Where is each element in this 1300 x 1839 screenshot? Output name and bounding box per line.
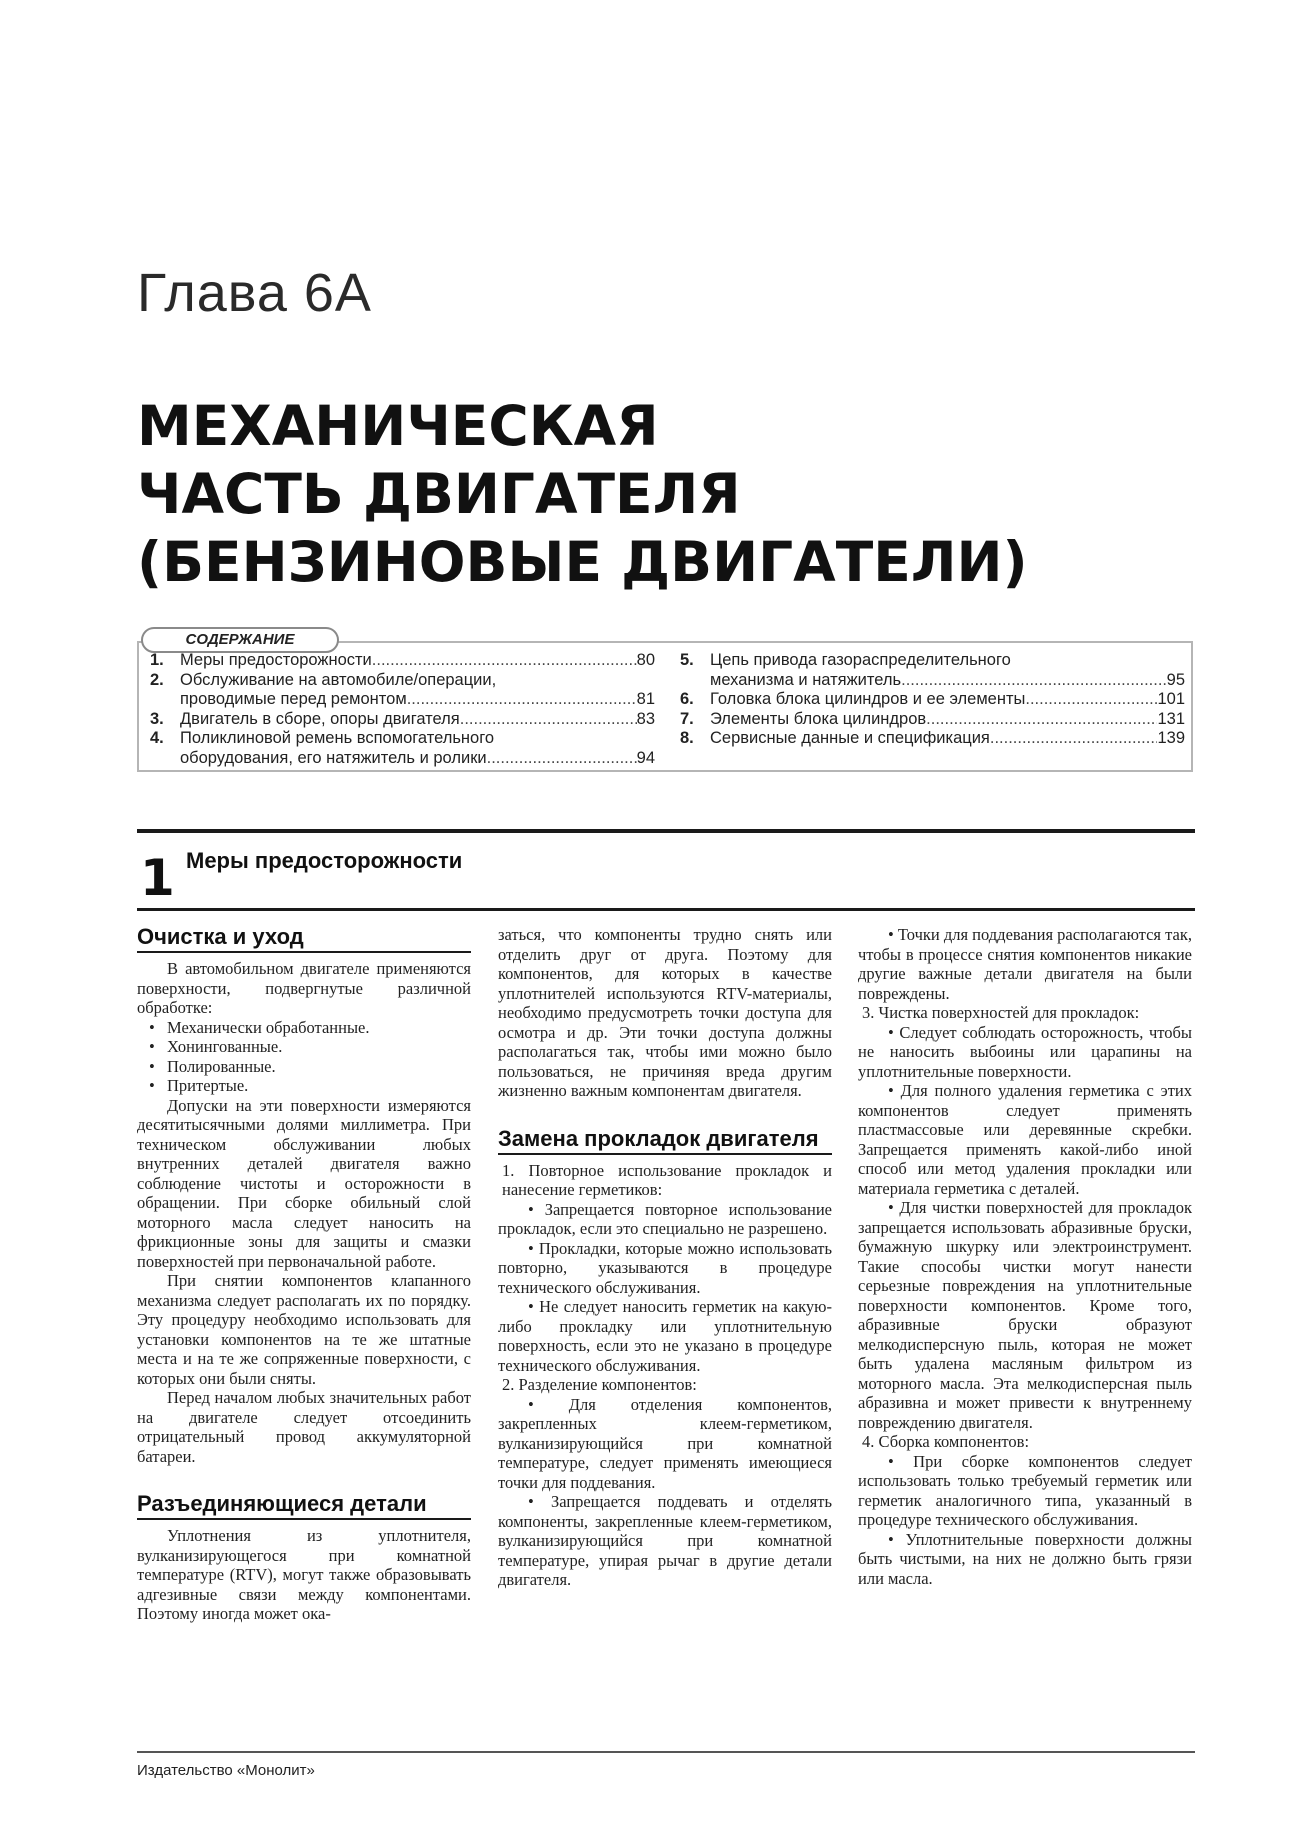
toc-item-title: Элементы блока цилиндров: [710, 709, 927, 728]
bullet-item: • При сборке компонентов следует использовать только требуемый герметик или герметик аналогичного типа, указанный в процедуре технического обслуживания.: [858, 1451, 1192, 1529]
toc-item-page: 139: [1157, 729, 1185, 747]
toc-item-page: 95: [1166, 670, 1185, 689]
toc-item-title: Меры предосторожности: [180, 651, 372, 669]
toc-item-title: Поликлиновой ремень вспомогательного: [180, 729, 495, 747]
paragraph: Допуски на эти поверхности измеряются десятитысячными долями миллиметра. При техническом обслуживании любых внутренних деталей двигателя важно соблюдение чистоты и осторожности в обращении. При сборке обильный слой моторного масла следует наносить на фрикционные зоны для защиты и смазки поверхностей при первоначальной работе.: [137, 1095, 471, 1271]
toc-item-number: 6.: [680, 690, 694, 708]
bullet-item: • Не следует наносить герметик на какую-либо прокладку или уплотнительную поверхность, если это не указано в процедуре технического обслуживания.: [498, 1297, 832, 1375]
toc-item-number: 1.: [150, 651, 164, 669]
toc-item-title: Цепь привода газораспределительного: [710, 651, 1011, 669]
paragraph: заться, что компоненты трудно снять или отделить друг от друга. Поэтому для компонентов, для которых в качестве уплотнителей используются RTV-материалы, необходимо предусмотреть точки доступа для осмотра и др. Эти точки доступа должны располагаться так, чтобы ими можно было пользоваться, не причиняя вреда другим жизненно важным компонентам двигателя.: [498, 925, 832, 1100]
bullet-item: • Точки для поддевания располагаются так, чтобы в процессе снятия компонентов никакие другие важные детали двигателя на были повреждены.: [858, 925, 1193, 1003]
title-line: МЕХАНИЧЕСКАЯ: [137, 394, 659, 458]
toc-item-page: 83: [636, 709, 655, 728]
toc-item[interactable]: [680, 690, 1185, 710]
toc-item[interactable]: [680, 729, 1185, 749]
numbered-item: 4. Сборка компонентов:: [862, 1432, 1030, 1451]
toc-item-page: 81: [636, 690, 655, 708]
bullet-item: • Для чистки поверхностей для прокладок запрещается использовать абразивные бруски, бумажную шкурку или электроинструмент. Такие способы чистки могут нанести серьезные повреждения на уплотнительные поверхности компонентов. Кроме того, абразивные бруски образуют мелкодисперсную пыль, которая не может быть удалена масляным фильтром из моторного масла. Эта мелкодисперсная пыль абразивна и может привести к внутреннему повреждению двигателя.: [858, 1198, 1192, 1432]
bullet-item: • Полированные.: [137, 1057, 471, 1077]
toc-item-page: 131: [1157, 709, 1185, 728]
toc-item[interactable]: [680, 710, 1185, 730]
title-line: ЧАСТЬ ДВИГАТЕЛЯ: [137, 462, 741, 526]
toc-item-title-cont: проводимые перед ремонтом: [180, 690, 407, 708]
toc-item-number: 3.: [150, 709, 164, 728]
section-rule-top: [137, 829, 1195, 833]
toc-item-page: 80: [636, 651, 655, 669]
toc-item-number: 2.: [150, 670, 164, 689]
toc-item-page: 101: [1157, 690, 1185, 708]
text-column-2: [498, 925, 832, 1590]
numbered-item: 2. Разделение компонентов:: [502, 1375, 697, 1394]
toc-item[interactable]: [680, 651, 1185, 690]
toc-item-number: 7.: [680, 709, 694, 728]
toc-item[interactable]: [150, 710, 655, 730]
text-column-3: [858, 925, 1192, 1588]
bullet-item: • Уплотнительные поверхности должны быть чистыми, на них не должно быть грязи или масла.: [858, 1529, 1192, 1588]
toc-item[interactable]: [150, 671, 655, 710]
toc-item-page: 94: [636, 748, 655, 767]
bullet-item: • Запрещается повторное использование прокладок, если это специально не разрешено.: [498, 1199, 832, 1238]
toc-item-title: Сервисные данные и спецификация: [710, 729, 990, 747]
toc-item-number: 4.: [150, 729, 164, 747]
chapter-title: [137, 392, 1028, 596]
toc-item-number: 5.: [680, 651, 694, 669]
section-rule-bottom: [137, 908, 1195, 911]
paragraph: Уплотнения из уплотнителя, вулканизирующегося при комнатной температуре (RTV), могут также образовывать адгезивные связи между компонентами. Поэтому иногда может ока-: [137, 1526, 471, 1623]
paragraph: Перед началом любых значительных работ на двигателе следует отсоединить отрицательный провод аккумуляторной батареи.: [137, 1388, 471, 1466]
toc-item-title: Обслуживание на автомобиле/операции,: [180, 670, 497, 689]
text-column-1: [137, 925, 471, 1624]
bullet-item: • Для отделения компонентов, закрепленных клеем-герметиком, вулканизирующийся при комнатной температуре, следует применять имеющиеся точки для поддевания.: [498, 1394, 832, 1492]
chapter-label: Глава 6А: [137, 263, 372, 323]
toc-item-title: Двигатель в сборе, опоры двигателя: [180, 709, 460, 728]
numbered-item: 1. Повторное использование прокладок и нанесение герметиков:: [502, 1160, 832, 1199]
subheading-separable-parts: Разъединяющиеся детали: [137, 1492, 471, 1520]
title-line: (БЕНЗИНОВЫЕ ДВИГАТЕЛИ): [137, 530, 1028, 594]
bullet-item: • Притертые.: [137, 1076, 471, 1096]
section-number: 1: [140, 849, 175, 907]
bullet-item: • Запрещается поддевать и отделять компоненты, закрепленные клеем-герметиком, вулканизирующийся при комнатной температуре, упирая рычаг в другие детали двигателя.: [498, 1492, 832, 1589]
toc-item-number: 8.: [680, 729, 694, 747]
paragraph: В автомобильном двигателе применяются поверхности, подвергнутые различной обработке:: [137, 959, 471, 1017]
toc-left-column: [150, 651, 655, 768]
toc-item-title-cont: механизма и натяжитель: [710, 670, 902, 689]
toc-item-title-cont: оборудования, его натяжитель и ролики: [180, 748, 487, 767]
toc-label: СОДЕРЖАНИЕ: [141, 627, 339, 653]
paragraph: При снятии компонентов клапанного механизма следует располагать их по порядку. Эту процедуру необходимо использовать для установки компонентов на те же штатные места и на те же сопряженные поверхности, с которых они были сняты.: [137, 1271, 471, 1388]
bullet-item: • Прокладки, которые можно использовать повторно, указываются в процедуре технического обслуживания.: [498, 1238, 832, 1297]
toc-item[interactable]: [150, 651, 655, 671]
bullet-item: • Механически обработанные.: [137, 1018, 471, 1038]
numbered-item: 3. Чистка поверхностей для прокладок:: [862, 1003, 1140, 1022]
bullet-item: • Следует соблюдать осторожность, чтобы не наносить выбоины или царапины на уплотнительные поверхности.: [858, 1022, 1192, 1081]
toc-right-column: [680, 651, 1185, 749]
bullet-item: • Для полного удаления герметика с этих компонентов следует применять пластмассовые или деревянные скребки. Запрещается применять какой-либо иной способ или метод удаления прокладки или материала герметика с деталей.: [858, 1081, 1192, 1198]
bullet-item: • Хонингованные.: [137, 1037, 471, 1057]
subheading-gasket-replacement: Замена прокладок двигателя: [498, 1127, 832, 1155]
toc-item[interactable]: [150, 729, 655, 768]
subheading-cleaning: Очистка и уход: [137, 925, 471, 953]
publisher-footer: Издательство «Монолит»: [137, 1762, 315, 1779]
toc-item-title: Головка блока цилиндров и ее элементы: [710, 690, 1026, 708]
footer-rule: [137, 1751, 1195, 1753]
section-title: Меры предосторожности: [186, 848, 463, 873]
